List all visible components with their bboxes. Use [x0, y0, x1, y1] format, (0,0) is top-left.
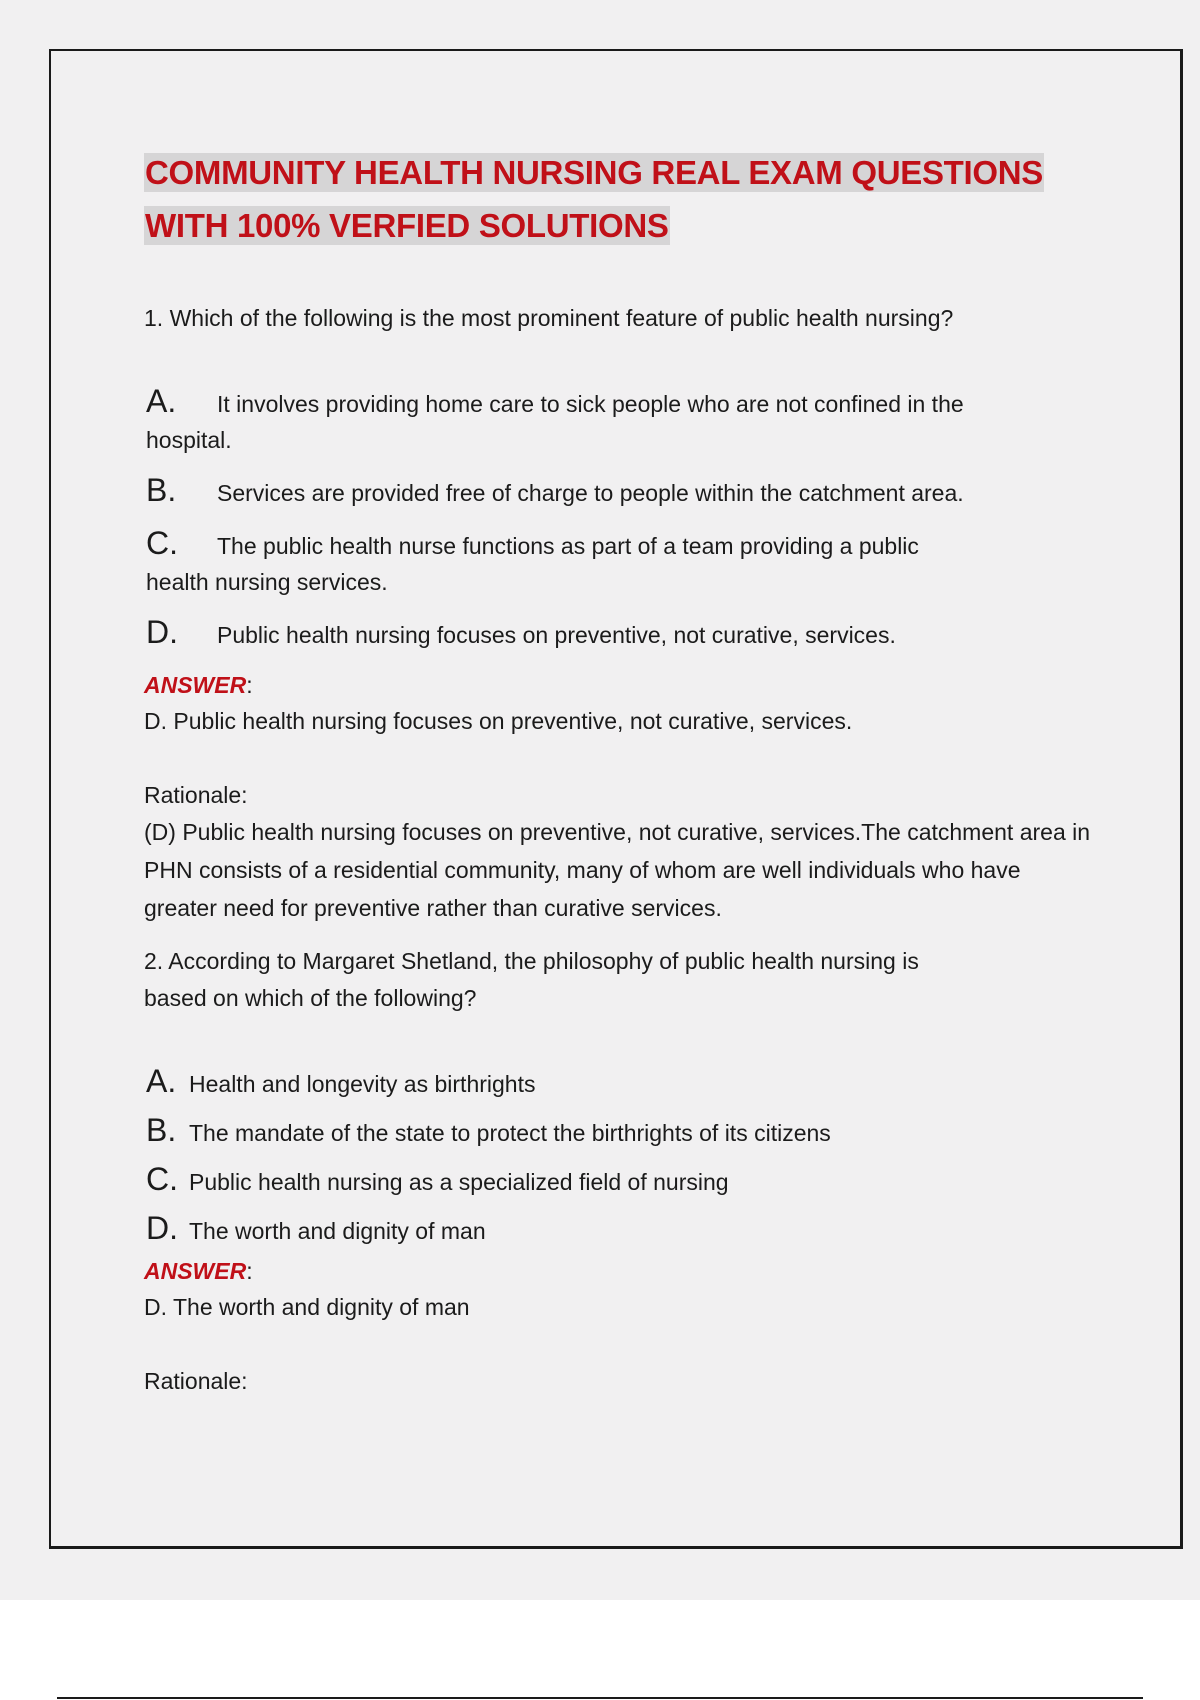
- answer-label: ANSWER: [144, 672, 247, 698]
- option-text-continued: hospital.: [146, 427, 232, 453]
- document-content: [144, 146, 1094, 1399]
- footer-divider: [57, 1697, 1143, 1699]
- answer-text: D. The worth and dignity of man: [144, 1294, 470, 1320]
- rationale-label: Rationale:: [144, 782, 248, 808]
- option-letter: C.: [146, 1161, 178, 1197]
- title-line-1: COMMUNITY HEALTH NURSING REAL EXAM QUESTIONS: [145, 154, 1044, 191]
- option-letter: B.: [146, 472, 177, 508]
- answer-colon: :: [246, 1258, 253, 1284]
- option-letter: A.: [146, 1063, 177, 1099]
- question-2-line-1: 2. According to Margaret Shetland, the philosophy of public health nursing is: [144, 948, 919, 974]
- option-a: [146, 1063, 1094, 1102]
- option-a: [146, 383, 1094, 458]
- option-letter: B.: [146, 1112, 177, 1148]
- question-2-line-2: based on which of the following?: [144, 985, 477, 1011]
- option-text: Public health nursing as a specialized field of nursing: [189, 1169, 729, 1195]
- option-d: [146, 1210, 1094, 1249]
- option-text: Services are provided free of charge to people within the catchment area.: [217, 480, 964, 506]
- answer-text: D. Public health nursing focuses on preventive, not curative, services.: [144, 708, 853, 734]
- question-2-options: [144, 1063, 1094, 1249]
- option-text-continued: health nursing services.: [146, 569, 388, 595]
- option-letter: D.: [146, 614, 178, 650]
- option-text: The public health nurse functions as part of a team providing a public: [217, 533, 919, 559]
- rationale-text: (D) Public health nursing focuses on preventive, not curative, services.The catchment area in PHN consists of a residential community, many of whom are well individuals who have greater need for preventive rather than curative services.: [144, 819, 1091, 921]
- answer-heading: [144, 667, 1094, 703]
- option-text: The mandate of the state to protect the birthrights of its citizens: [189, 1120, 831, 1146]
- question-2: [144, 943, 1094, 1017]
- option-letter: C.: [146, 525, 178, 561]
- answer-colon: :: [246, 672, 253, 698]
- option-d: [146, 614, 1094, 653]
- option-text: The worth and dignity of man: [189, 1218, 486, 1244]
- option-b: [146, 472, 1094, 511]
- question-1: 1. Which of the following is the most prominent feature of public health nursing?: [144, 305, 954, 331]
- question-1-options: [144, 383, 1094, 653]
- rationale-label: Rationale:: [144, 1368, 248, 1394]
- option-letter: D.: [146, 1210, 178, 1246]
- answer-label: ANSWER: [144, 1258, 247, 1284]
- answer-heading: [144, 1253, 1094, 1289]
- option-c: [146, 1161, 1094, 1200]
- title-line-2: WITH 100% VERFIED SOLUTIONS: [145, 207, 669, 244]
- option-c: [146, 525, 1094, 600]
- option-b: [146, 1112, 1094, 1151]
- option-text: Health and longevity as birthrights: [189, 1071, 536, 1097]
- option-text: It involves providing home care to sick people who are not confined in the: [217, 391, 964, 417]
- option-letter: A.: [146, 383, 177, 419]
- document-title: [144, 146, 1094, 252]
- option-text: Public health nursing focuses on preventive, not curative, services.: [217, 622, 896, 648]
